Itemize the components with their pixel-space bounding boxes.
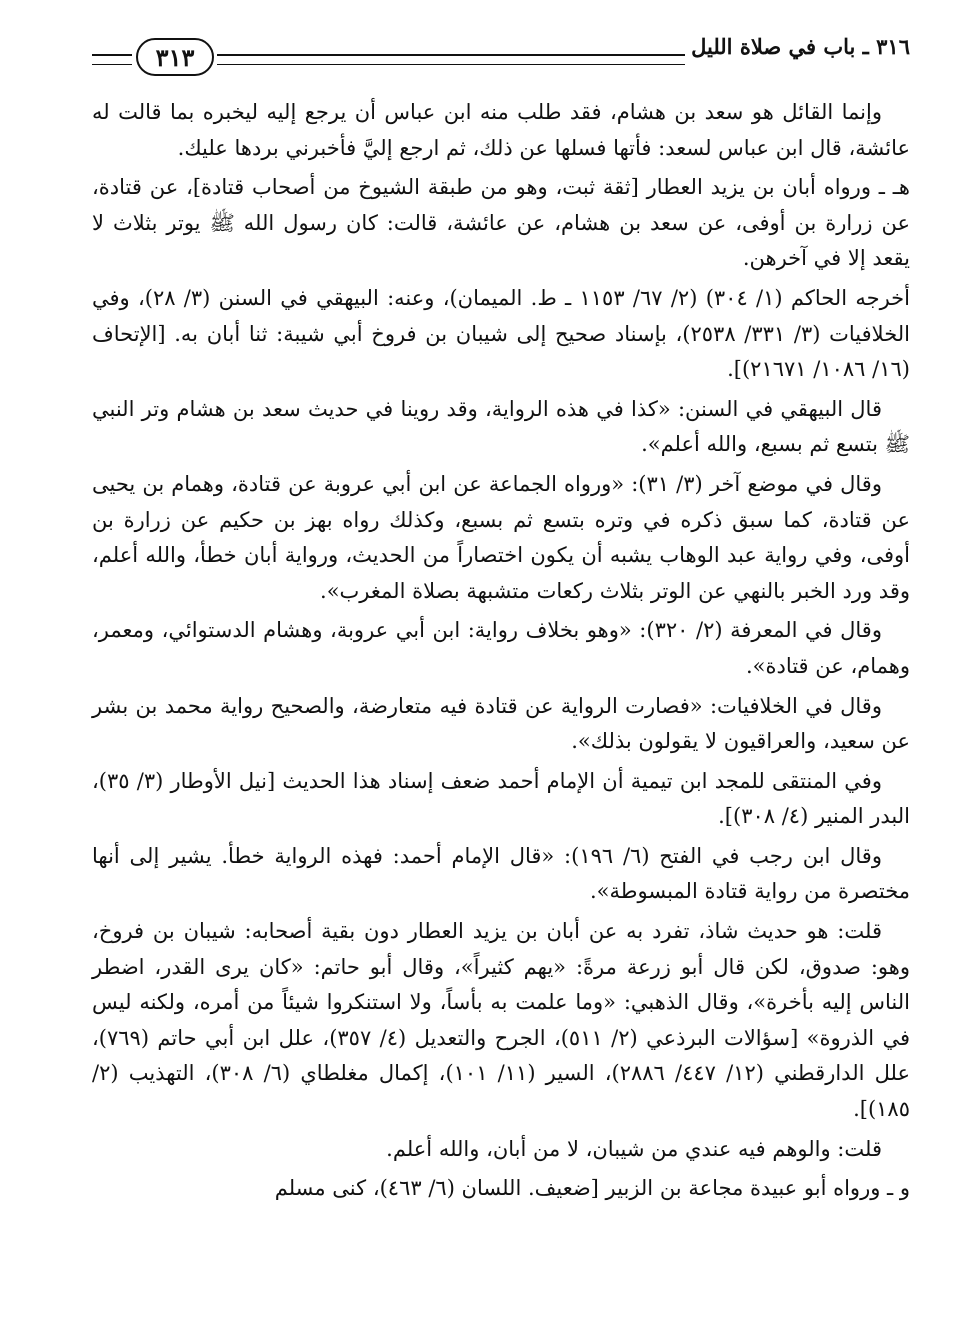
page-number: ٣١٣ bbox=[136, 38, 214, 76]
page-header bbox=[92, 34, 910, 74]
paragraph: أخرجه الحاكم (١/ ٣٠٤) (٢/ ٦٧/ ١١٥٣ ـ ط. الميمان)، وعنه: البيهقي في السنن (٣/ ٢٨)، وفي الخلافيات (٣/ ٣٣١/ ٢٥٣٨)، بإسناد صحيح إلى شيبان بن فروخ أبي شيبة: ثنا أبان به. [الإتحاف (١٦/ ١٠٨٦/ ٢١٦٧١)]. bbox=[92, 285, 910, 382]
paragraph: قلت: والوهم فيه عندي من شيبان، لا من أبان، والله أعلم. bbox=[386, 1136, 882, 1161]
paragraph: و ـ ورواه أبو عبيدة مجاعة بن الزبير [ضعيف. اللسان (٦/ ٤٦٣)، كنى مسلم bbox=[274, 1176, 910, 1201]
paragraph: قلت: هو حديث شاذ، تفرد به عن أبان بن يزيد العطار دون بقية أصحابه: شيبان بن فروخ، وهو: صدوق، لكن قال أبو زرعة مرةً: «يهم كثيراً»، وقال أبو حاتم: «كان يرى القدر، اضطر الناس إليه بأخرة»، وقال الذهبي: «وما علمت به بأساً، ولا استنكروا شيئاً من أمره، ولكنه ليس في الذروة» [سؤالات البرذعي (٢/ ٥١١)، الجرح والتعديل (٤/ ٣٥٧)، علل ابن أبي حاتم (٧٦٩)، علل الدارقطني (١٢/ ٤٤٧/ ٢٨٨٦)، السير (١١/ ١٠١)، إكمال مغلطاي (٦/ ٣٠٨)، التهذيب (٢/ ١٨٥)]. bbox=[92, 919, 910, 1122]
paragraph: وقال في المعرفة (٢/ ٣٢٠): «وهو بخلاف رواية: ابن أبي عروبة، وهشام الدستوائي، ومعمر، وهمام، عن قتادة». bbox=[92, 618, 910, 678]
header-rule-end bbox=[92, 54, 132, 65]
paragraph: هـ ـ ورواه أبان بن يزيد العطار [ثقة ثبت، وهو من طبقة الشيوخ من أصحاب قتادة]، عن قتادة، عن زرارة بن أوفى، عن سعد بن هشام، عن عائشة، قالت: كان رسول الله ﷺ يوتر بثلاث لا يقعد إلا في آخرهن. bbox=[92, 175, 910, 271]
page-body bbox=[92, 95, 910, 1211]
paragraph: وقال في الخلافيات: «فصارت الرواية عن قتادة فيه متعارضة، والصحيح رواية محمد بن بشر عن سعيد، والعراقيون لا يقولون بذلك». bbox=[92, 693, 910, 754]
paragraph: وقال ابن رجب في الفتح (٦/ ١٩٦): «قال الإمام أحمد: فهذه الرواية خطأ. يشير إلى أنها مختصرة من رواية قتادة المبسوطة». bbox=[92, 843, 910, 904]
paragraph: وإنما القائل هو سعد بن هشام، فقد طلب منه ابن عباس أن يرجع إليه ليخبره بما قالت له عائشة، قال ابن عباس لسعد: فأتها فسلها عن ذلك، ثم ارجع إليَّ فأخبرني بردها عليك. bbox=[92, 100, 910, 160]
running-title: ٣١٦ ـ باب في صلاة الليل bbox=[691, 34, 910, 59]
paragraph: وفي المنتقى للمجد ابن تيمية أن الإمام أحمد ضعف إسناد هذا الحديث [نيل الأوطار (٣/ ٣٥)، البدر المنير (٤/ ٣٠٨)]. bbox=[92, 768, 910, 829]
paragraph: قال البيهقي في السنن: «كذا في هذه الرواية، وقد روينا في حديث سعد بن هشام وتر النبي ﷺ بتسع ثم بسبع، والله أعلم». bbox=[92, 396, 910, 457]
paragraph: وقال في موضع آخر (٣/ ٣١): «ورواه الجماعة عن ابن أبي عروبة عن قتادة، وهمام بن يحيى عن قتادة، كما سبق ذكره في وتره بتسع ثم بسبع، وكذلك رواه بهز بن حكيم عن زرارة بن أوفى، وفي رواية عبد الوهاب يشبه أن يكون اختصاراً من الحديث، ورواية أبان خطأ، والله أعلم، وقد ورد الخبر بالنهي عن الوتر بثلاث ركعات متشبهة بصلاة المغرب». bbox=[92, 471, 910, 603]
header-rule bbox=[217, 54, 685, 65]
